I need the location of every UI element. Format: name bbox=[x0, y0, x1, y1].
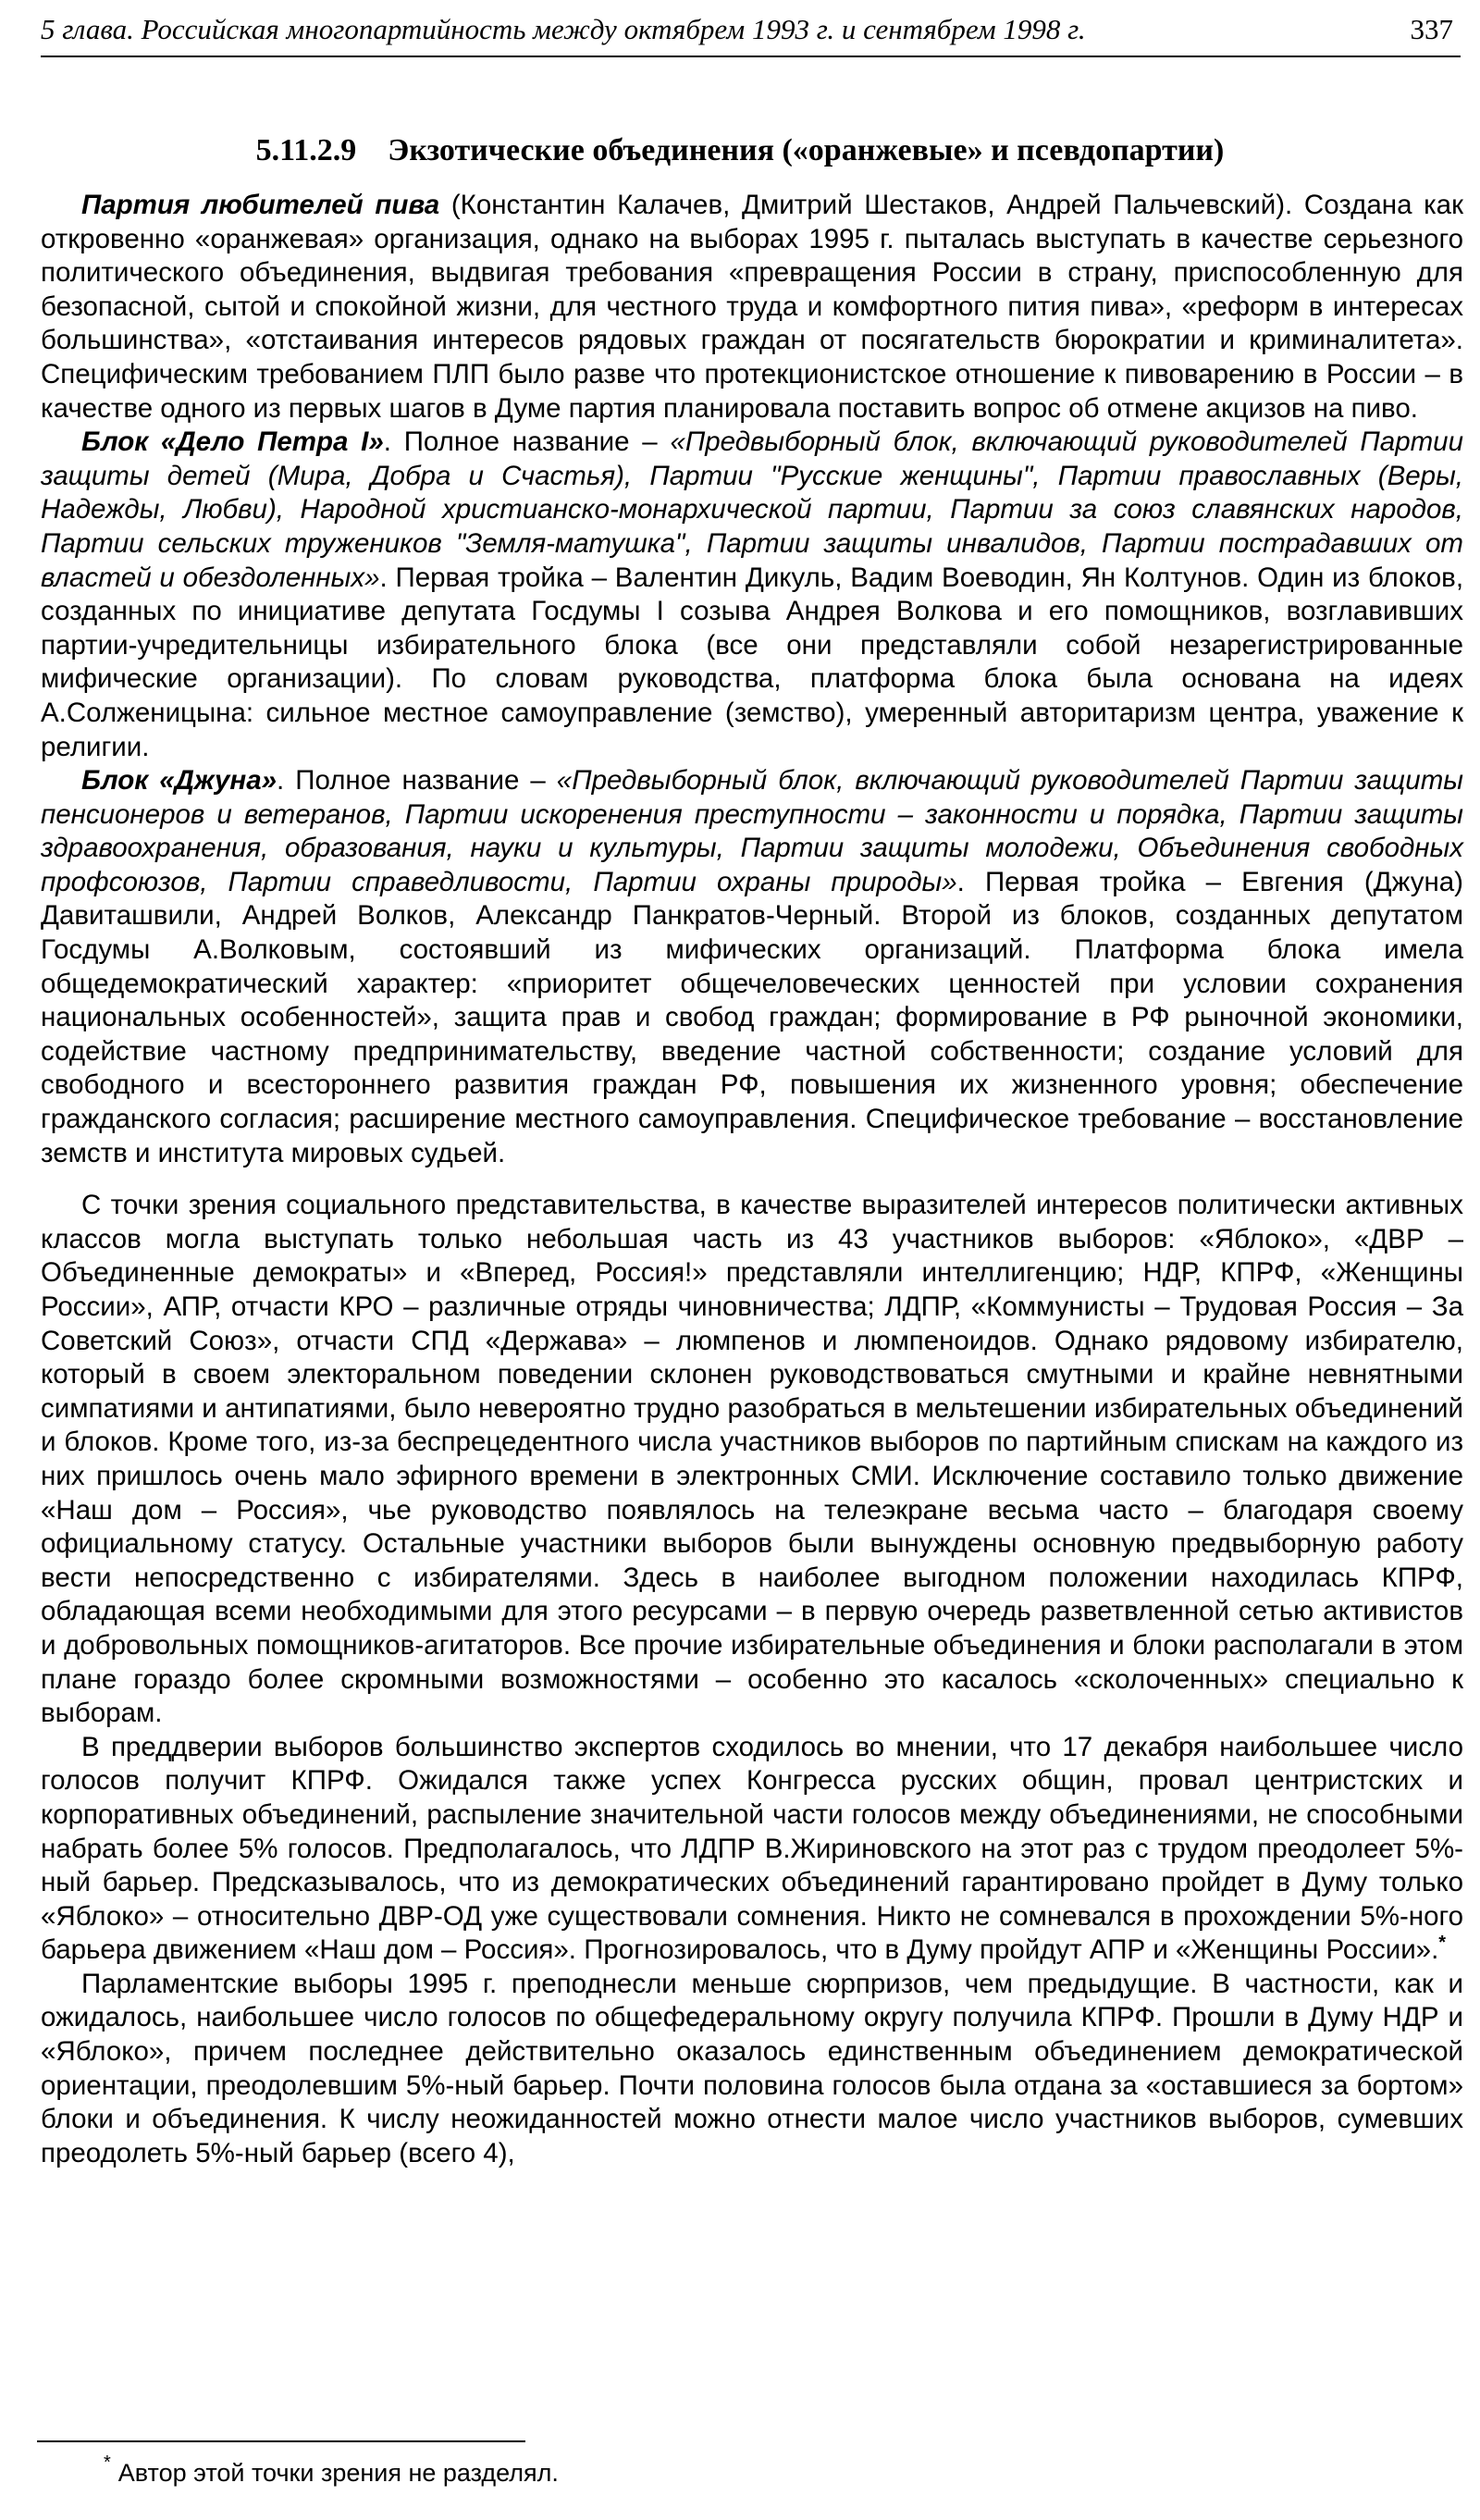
paragraph-results: Парламентские выборы 1995 г. преподнесли меньше сюрпризов, чем предыдущие. В частности, как и ожидалось, наибольшее число голосов по общефедеральному округу получила КПРФ. Прошли в Думу НДР и «Яблоко», причем последнее действительно оказалось единственным объединением демократической ориентации, преодолевшим 5%-ный барьер. Почти половина голосов была отдана за «оставшиеся за бортом» блоки и объединения. К числу неожиданностей можно отнести малое число участников выборов, сумевших преодолеть 5%-ный барьер (всего 4), bbox=[41, 1968, 1463, 2168]
paragraph-representation: С точки зрения социального представительства, в качестве выразителей интересов политически активных классов могла выступать только небольшая часть из 43 участников выборов: «Яблоко», «ДВР – Объединенные демократы» и «Вперед, Россия!» представляли интеллигенцию; НДР, КПРФ, «Женщины России», АПР, отчасти КРО – различные отряды чиновничества; ЛДПР, «Коммунисты – Трудовая Россия – За Советский Союз», отчасти СПД «Держава» – люмпенов и люмпеноидов. Однако рядовому избирателю, который в своем электоральном поведении склонен руководствоваться смутными и крайне невнятными симпатиями и антипатиями, было невероятно трудно разобраться в мельтешении избирательных объединений и блоков. Кроме того, из-за беспрецедентного числа участников выборов по партийным спискам на каждого из них пришлось очень мало эфирного времени в электронных СМИ. Исключение составило только движение «Наш дом – Россия», чье руководство появлялось на телеэкране весьма часто – благодаря своему официальному статусу. Остальные участники выборов были вынуждены основную предвыборную работу вести непосредственно с избирателями. Здесь в наиболее выгодном положении находилась КПРФ, обладающая всеми необходимыми для этого ресурсами – в первую очередь разветвленной сетью активистов и добровольных помощников-агитаторов. Все прочие избирательные объединения и блоки располагали в этом плане гораздо более скромными возможностями – особенно это касалось «сколоченных» специально к выборам. bbox=[41, 1190, 1463, 1729]
section-heading bbox=[0, 133, 1480, 168]
paragraph-text: . Первая тройка – Евгения (Джуна) Давиташвили, Андрей Волков, Александр Панкратов-Черный. Второй из блоков, созданных депутатом Госдумы А.Волковым, состоявший из мифических организаций. Платформа блока имела общедемократический характер: «приоритет общечеловеческих ценностей при условии сохранения национальных особенностей», защита прав и свобод граждан; формирование в РФ рыночной экономики, содействие частному предпринимательству, введение частной собственности; создание условий для свободного и всестороннего развития граждан РФ, повышения их жизненного уровня; обеспечение гражданского согласия; расширение местного самоуправления. Специфическое требование – восстановление земств и института мировых судьей. bbox=[41, 866, 1463, 1168]
paragraph-text: . Первая тройка – Валентин Дикуль, Вадим Воеводин, Ян Колтунов. Один из блоков, созданных по инициативе депутата Госдумы I созыва Андрея Волкова и его помощников, возглавивших партии-учредительницы избирательного блока (все они представляли собой незарегистрированные мифические организации). По словам руководства, платформа блока была основана на идеях А.Солженицына: сильное местное самоуправление (земство), умеренный авторитаризм центра, уважение к религии. bbox=[41, 562, 1464, 762]
running-header bbox=[41, 7, 1461, 57]
paragraph-lead: Блок «Джуна» bbox=[81, 765, 278, 797]
paragraph-forecasts bbox=[41, 1731, 1463, 1968]
footnote-marker: * bbox=[104, 2452, 111, 2473]
paragraph-intro: . Полное название – bbox=[383, 426, 671, 458]
paragraph-text: В преддверии выборов большинство экспертов сходилось во мнении, что 17 декабря наибольшее число голосов получит КПРФ. Ожидался также успех Конгресса русских общин, провал центристских и корпоративных объединений, распыление значительной части голосов между объединениями, не способными набрать более 5% голосов. Предполагалось, что ЛДПР В.Жириновского на этот раз с трудом преодолеет 5%-ный барьер. Предсказывалось, что из демократических объединений гарантировано пройдет в Думу только «Яблоко» – относительно ДВР-ОД уже существовали сомнения. Никто не сомневался в прохождении 5%-ного барьера движением «Наш дом – Россия». Прогнозировалось, что в Думу пройдут АПР и «Женщины России». bbox=[41, 1731, 1463, 1966]
page-number: 337 bbox=[1410, 13, 1453, 45]
bloc-full-name: «Предвыборный блок, включающий руководителей Партии защиты пенсионеров и ветеранов, Партии искоренения преступности – законности и порядка, Партии защиты здравоохранения, образования, науки и культуры, Партии защиты молодежи, Объединения свободных профсоюзов, Партии справедливости, Партии охраны природы» bbox=[41, 765, 1463, 897]
paragraph-lead: Партия любителей пива bbox=[81, 190, 440, 220]
paragraph-text: (Константин Калачев, Дмитрий Шестаков, Андрей Пальчевский). Создана как откровенно «оранжевая» организация, однако на выборах 1995 г. пыталась выступать в качестве серьезного политического объединения, выдвигая требования «превращения России в страну, приспособленную для безопасной, сытой и спокойной жизни, для честного труда и комфортного пития пива», «реформ в интересах большинства», «отстаивания интересов рядовых граждан от посягательств бюрократии и криминалитета». Специфическим требованием ПЛП было разве что протекционистское отношение к пивоварению в России – в качестве одного из первых шагов в Думе партия планировала поставить вопрос об отмене акцизов на пиво. bbox=[41, 190, 1463, 424]
footnote bbox=[104, 2452, 1399, 2488]
paragraph-intro: . Полное название – bbox=[277, 765, 557, 797]
section-title: Экзотические объединения («оранжевые» и псевдопартии) bbox=[388, 133, 1225, 167]
paragraph-dzhuna-bloc bbox=[41, 764, 1463, 1170]
bloc-full-name: «Предвыборный блок, включающий руководителей Партии защиты детей (Мира, Добра и Счастья), Партии "Русские женщины", Партии православных (Веры, Надежды, Любви), Народной христианско-монархической партии, Партии за союз славянских народов, Партии сельских тружеников "Земля-матушка", Партии защиты инвалидов, Партии пострадавших от властей и обездоленных» bbox=[41, 426, 1463, 593]
footnote-reference[interactable]: * bbox=[1438, 1933, 1447, 1954]
paragraph-beer-party bbox=[41, 189, 1463, 426]
footnote-divider bbox=[37, 2440, 525, 2442]
footnote-text: Автор этой точки зрения не разделял. bbox=[117, 2459, 559, 2487]
chapter-title: 5 глава. Российская многопартийность между октябрем 1993 г. и сентябрем 1998 г. bbox=[41, 13, 1086, 45]
paragraph-lead: Блок «Дело Петра I» bbox=[81, 426, 384, 458]
paragraph-peter-bloc bbox=[41, 426, 1463, 764]
section-number: 5.11.2.9 bbox=[255, 133, 357, 167]
body-text bbox=[41, 189, 1463, 2170]
